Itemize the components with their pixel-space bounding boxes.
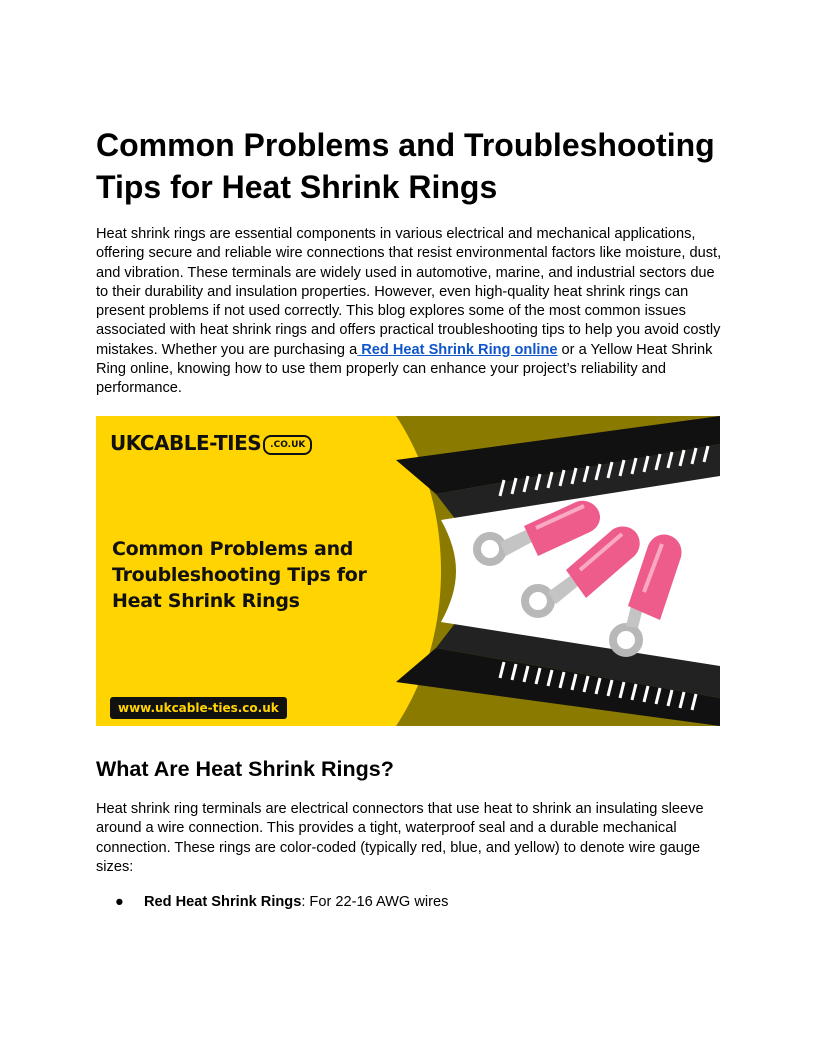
section-heading: What Are Heat Shrink Rings? [96, 757, 394, 781]
bullet-marker: ● [115, 894, 124, 910]
bullet-detail: : For 22-16 AWG wires [301, 894, 449, 910]
intro-text-before-link: Heat shrink rings are essential components in various electrical and mechanical applications, offering secure and reliable wire connections that resist environmental factors like moisture, dust, and vibration. These terminals are widely used in automotive, marine, and industrial sectors due to their durability and insulation properties. However, even high-quality heat shrink rings can present problems if not used correctly. This blog explores some of the most common issues associated with heat shrink rings and offers practical troubleshooting tips to help you avoid costly mistakes. Whether you are purchasing a [96, 226, 722, 358]
section-body-paragraph: Heat shrink ring terminals are electrical connectors that use heat to shrink an insulating sleeve around a wire connection. This provides a tight, waterproof seal and a durable mechanical connection. These rings are color-coded (typically red, blue, and yellow) to denote wire gauge sizes: [96, 801, 704, 875]
article-banner-image [96, 416, 720, 726]
intro-text-after-link: or a Yellow Heat Shrink Ring online, knowing how to use them properly can enhance your project’s reliability and performance. [96, 341, 713, 397]
ukcable-ties-logo [110, 430, 312, 456]
banner-website-url: www.ukcable-ties.co.uk [110, 697, 287, 719]
bullet-term: Red Heat Shrink Rings [144, 894, 302, 910]
list-item [96, 893, 726, 912]
logo-domain-badge: .CO.UK [263, 435, 312, 455]
banner-heading: Common Problems and Troubleshooting Tips for Heat Shrink Rings [112, 538, 367, 612]
intro-paragraph [96, 225, 726, 399]
red-heat-shrink-ring-link[interactable]: Red Heat Shrink Ring online [357, 341, 558, 358]
logo-wordmark: UKCABLE-TIES [110, 431, 262, 455]
wire-gauge-bullet-list [96, 893, 726, 912]
page-title: Common Problems and Troubleshooting Tips for Heat Shrink Rings [96, 127, 715, 205]
